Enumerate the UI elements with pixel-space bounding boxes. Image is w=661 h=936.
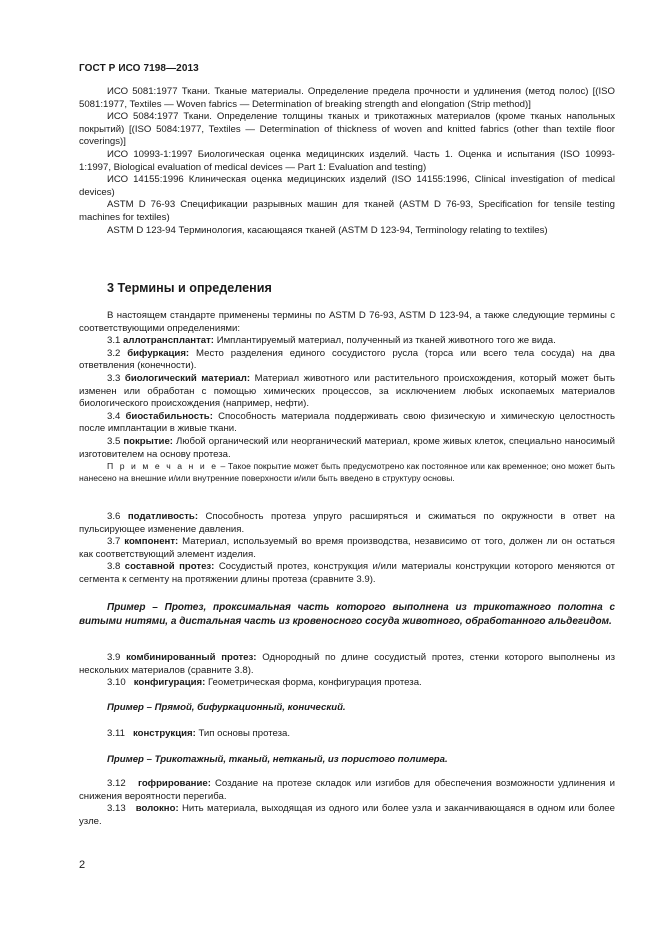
term-name: комбинированный протез: — [126, 652, 257, 663]
example-block-2 — [79, 702, 615, 715]
term-number: 3.8 — [107, 561, 121, 573]
term-item — [79, 677, 615, 690]
term-number: 3.6 — [107, 511, 121, 522]
terms-block-b — [79, 511, 615, 587]
term-number: 3.2 — [107, 347, 121, 359]
normative-references — [79, 86, 615, 237]
example-block-3 — [79, 754, 615, 767]
term-definition: Создание на протезе складок или изгибов для обеспечения возможности удлинения и снижения вероятности перегиба. — [79, 778, 616, 802]
term-name: покрытие: — [123, 435, 173, 447]
term-definition: Тип основы протеза. — [198, 728, 291, 739]
page-number: 2 — [79, 859, 86, 871]
reference-item: ASTM D 123-94 Терминология, касающаяся тканей (ASTM D 123-94, Terminology relating to textiles) — [107, 224, 548, 236]
term-name: аллотрансплантат: — [123, 335, 215, 347]
term-item — [79, 778, 615, 803]
term-definition: Нить материала, выходящая из одного или более узла и заканчивающаяся в одном или более узле. — [79, 803, 615, 827]
note-label: П р и м е ч а н и е — [107, 461, 218, 472]
term-name: волокно: — [135, 803, 179, 815]
term-name: биостабильность: — [125, 410, 213, 422]
example-text: Пример – Трикотажный, тканый, нетканый, из пористого полимера. — [107, 754, 448, 765]
term-definition: Материал животного или растительного происхождения, который может быть изменен или обработан с помощью химических процессов, за исключением любых ископаемых материалов биологического происхождения (например, нефти). — [79, 372, 615, 410]
term-item — [79, 348, 615, 373]
term-number: 3.9 — [107, 652, 121, 663]
section-intro: В настоящем стандарте применены термины по ASTM D 76-93, ASTM D 123-94, а также следующие термины с соответствующими определениями: — [79, 310, 615, 334]
terms-block-d — [79, 778, 615, 828]
term-definition: Способность протеза упруго расширяться и сжиматься по окружности в ответ на пульсирующее изменение давления. — [79, 511, 615, 535]
section-title: 3 Термины и определения — [107, 281, 272, 295]
term-name: компонент: — [124, 536, 179, 548]
term-name: составной протез: — [124, 561, 215, 573]
example-text: Пример – Прямой, бифуркационный, конический. — [107, 702, 346, 713]
reference-item: ИСО 10993-1:1997 Биологическая оценка медицинских изделий. Часть 1. Оценка и испытания (ISO 10993-1:1997, Biological evaluation of medical devices — Part 1: Evaluation and testing) — [79, 148, 615, 173]
term-item — [79, 803, 615, 828]
term-number: 3.7 — [107, 536, 121, 548]
reference-item: ИСО 5081:1977 Ткани. Тканые материалы. Определение предела прочности и удлинения (метод полос) [(ISO 5081:1977, Textiles — Woven fabrics — Determination of breaking strength and elongation (Strip method)] — [79, 86, 615, 110]
term-name: податливость: — [127, 511, 199, 522]
term-name: гофрирование: — [137, 778, 211, 789]
term-number: 3.13 — [107, 803, 126, 815]
term-item — [79, 411, 615, 436]
terms-block-c — [79, 652, 615, 690]
term-number: 3.12 — [107, 778, 126, 789]
reference-item: ASTM D 76-93 Спецификации разрывных машин для тканей (ASTM D 76-93, Specification for tensile testing machines for textiles) — [79, 199, 615, 223]
terms-block-a — [79, 310, 615, 485]
term-number: 3.3 — [107, 372, 121, 384]
term-name: конструкция: — [132, 728, 196, 739]
term-definition: Материал, используемый во время производства, независимо от того, должен ли он остаться как соответствующий элемент изделия. — [79, 536, 615, 560]
term-item — [79, 436, 615, 461]
term-name: бифуркация: — [127, 347, 190, 359]
term-name: конфигурация: — [133, 677, 206, 689]
term-item — [79, 511, 615, 536]
term-definition: Имплантируемый материал, полученный из тканей животного того же вида. — [216, 335, 556, 347]
term-number: 3.11 — [107, 728, 125, 739]
term-definition: Геометрическая форма, конфигурация протеза. — [207, 677, 422, 689]
term-311-block — [79, 728, 615, 741]
term-number: 3.10 — [107, 677, 126, 689]
term-number: 3.1 — [107, 335, 121, 347]
term-number: 3.5 — [107, 435, 121, 447]
term-definition: Однородный по длине сосудистый протез, стенки которого выполнены из нескольких материалов (сравните 3.8). — [79, 652, 615, 676]
term-definition: Способность материала поддерживать свою физическую и химическую целостность после имплантации в живые ткани. — [79, 410, 616, 435]
term-item — [79, 728, 615, 741]
term-definition: Любой органический или неорганический материал, кроме живых клеток, специально наносимый изготовителем на основу протеза. — [79, 435, 615, 460]
term-number: 3.4 — [107, 410, 121, 422]
term-item — [79, 561, 615, 586]
example-text: Пример – Протез, проксимальная часть которого выполнена из трикотажного полотна с витыми нитями, а дистальная часть из кровеносного сосуда животного, обработанного альдегидом. — [79, 602, 615, 627]
document-header: ГОСТ Р ИСО 7198—2013 — [79, 63, 199, 74]
example-block-1 — [79, 601, 615, 628]
term-item — [79, 335, 615, 348]
note-text: – Такое покрытие может быть предусмотрено как постоянное или как временное; оно может быть нанесено на внешние и/или внутренние поверхности и/или быть введено в структуру основы. — [79, 461, 616, 483]
term-name: биологический материал: — [124, 372, 251, 384]
reference-item: ИСО 5084:1977 Ткани. Определение толщины тканых и трикотажных материалов (кроме тканых напольных покрытий) [(ISO 5084:1977, Textiles — Determination of thickness of woven and knitted fabrics (other than textile floor coverings)] — [79, 111, 615, 148]
term-item — [79, 373, 615, 411]
note — [79, 461, 615, 485]
term-item — [79, 536, 615, 561]
reference-item: ИСО 14155:1996 Клиническая оценка медицинских изделий (ISO 14155:1996, Clinical investigation of medical devices) — [79, 174, 615, 198]
term-definition: Место разделения единого сосудистого русла (торса или всего тела сосуда) на два ответвления (конечности). — [79, 347, 616, 372]
term-item — [79, 652, 615, 677]
term-definition: Сосудистый протез, конструкция и/или материалы конструкции которого меняются от сегмента к сегменту на протяжении длины протеза (сравните 3.9). — [79, 561, 615, 585]
